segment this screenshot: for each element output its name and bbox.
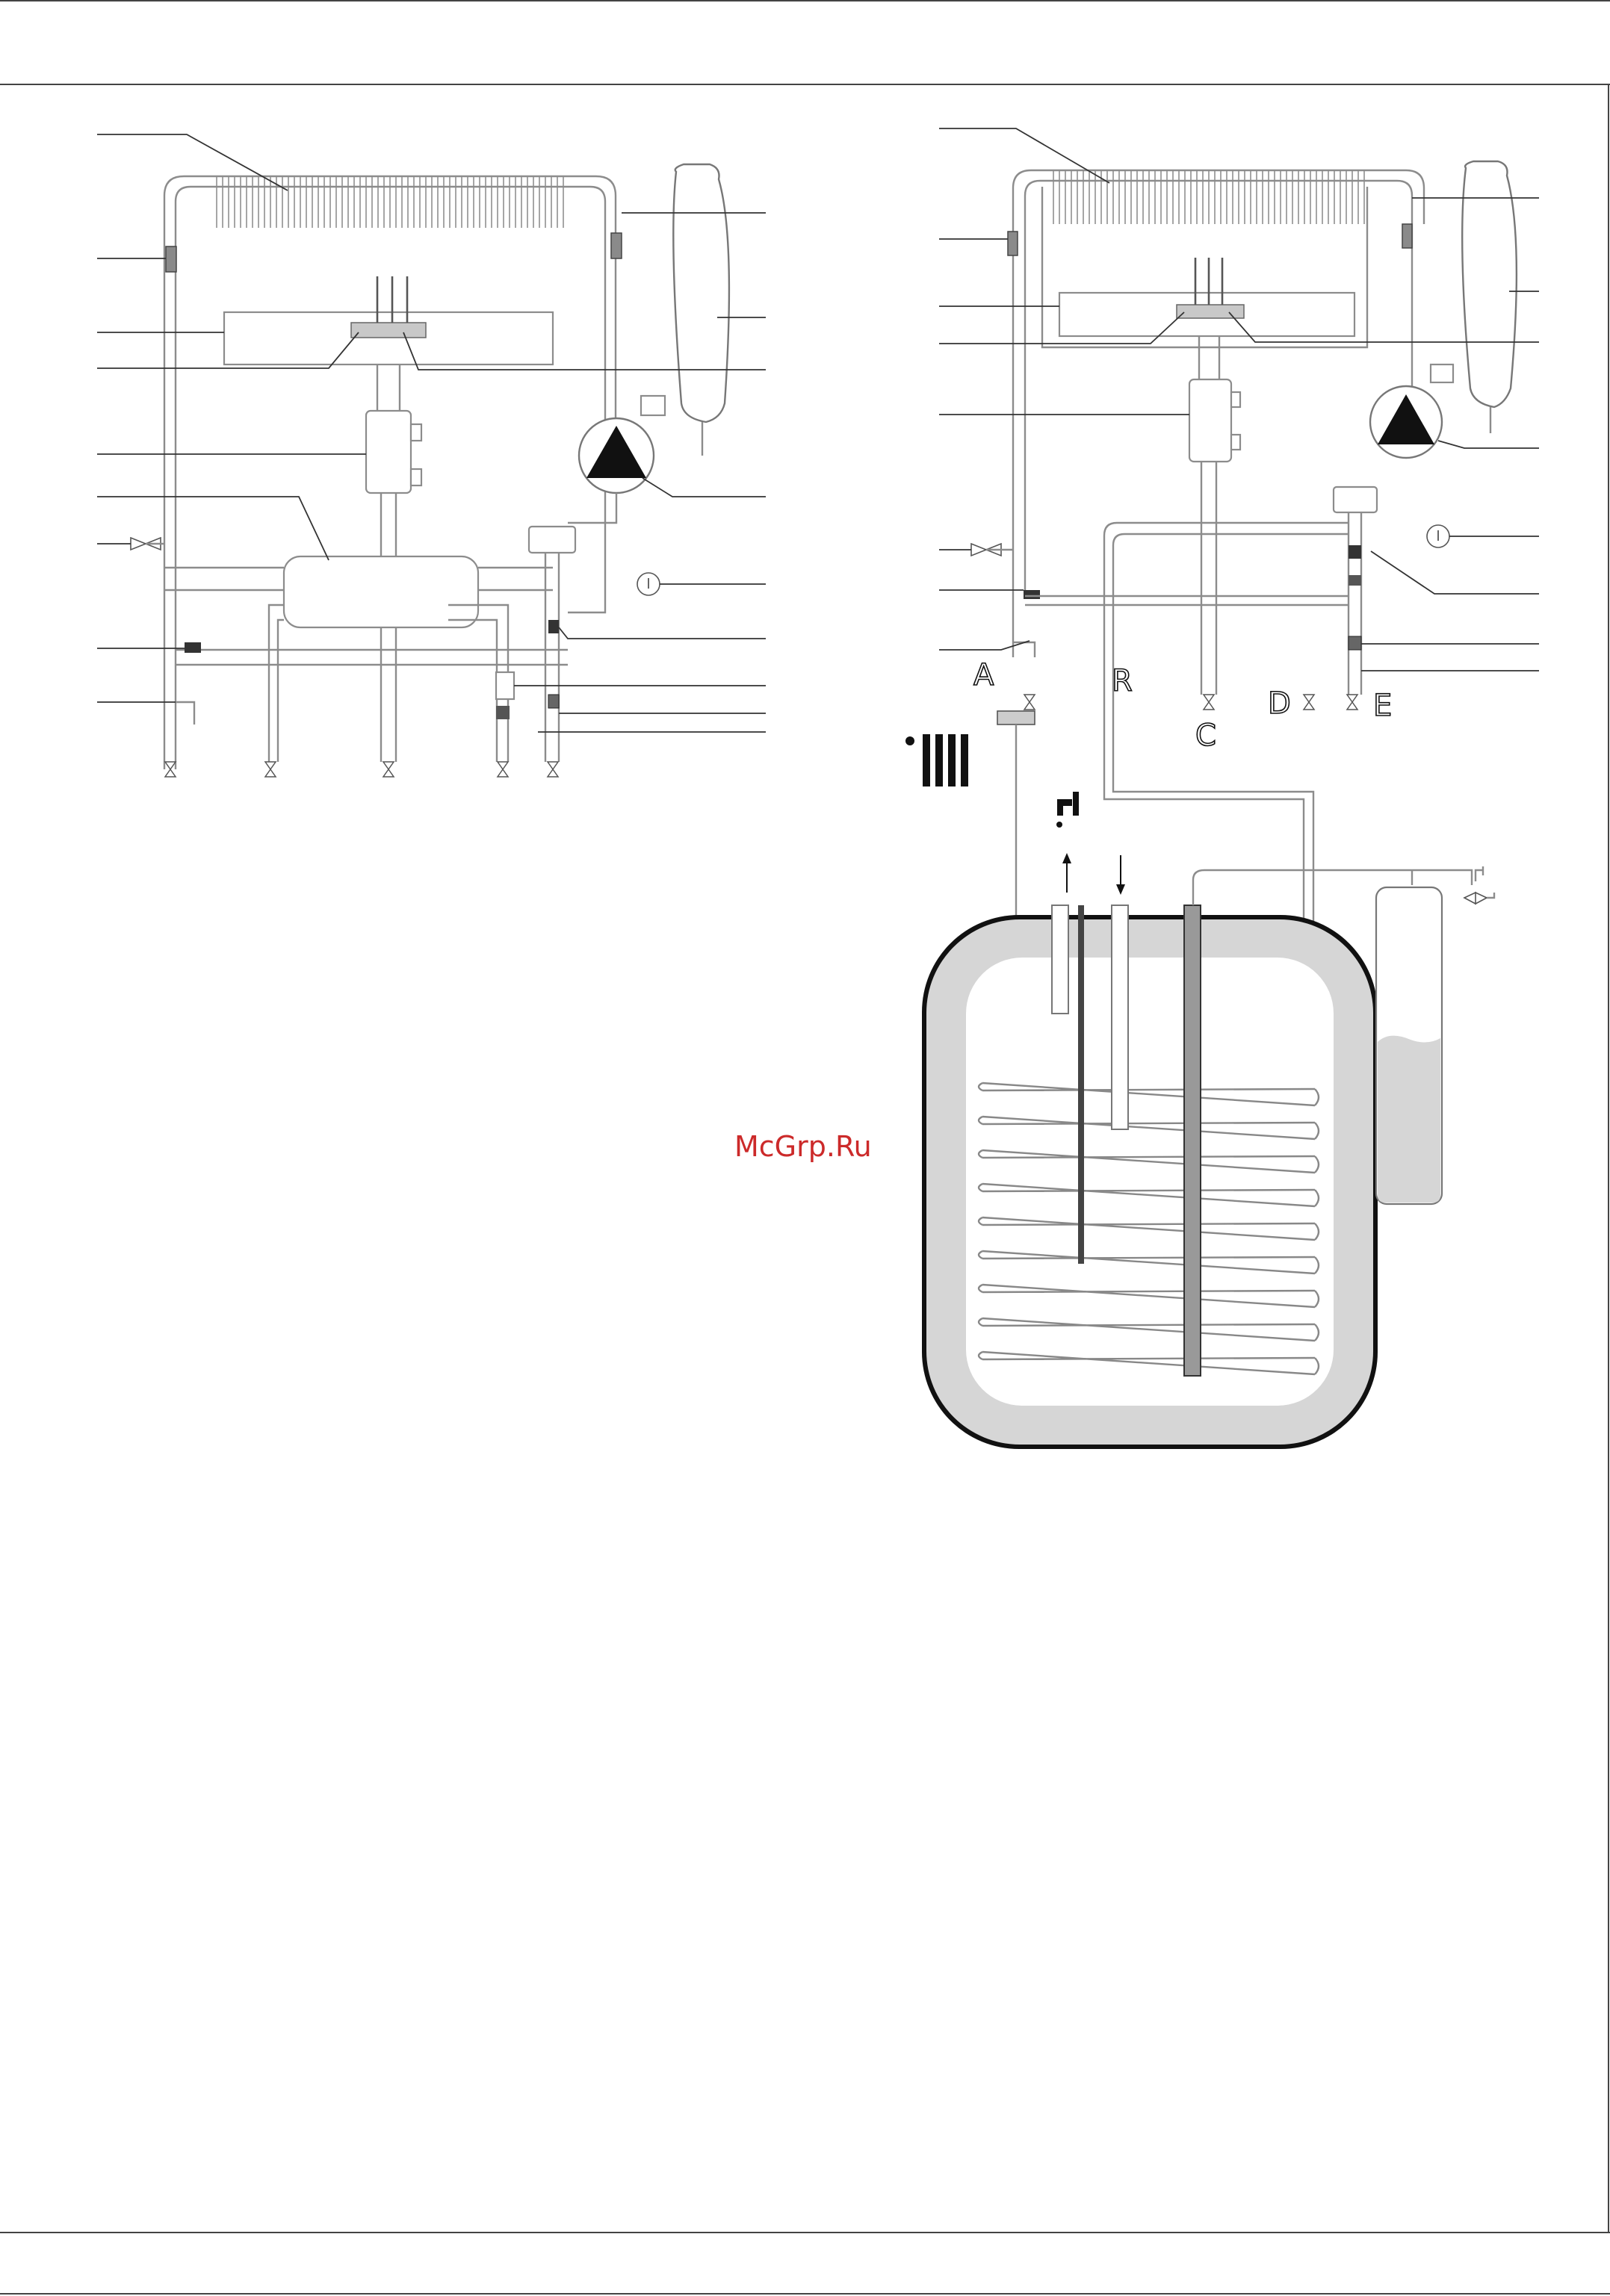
left-flow-sensor-pipes <box>545 553 559 762</box>
left-dhw-sensor <box>496 672 514 699</box>
left-gas-valve-coil-1 <box>411 424 421 441</box>
letter-e: E <box>1373 689 1393 723</box>
cold-feed-valve-icon <box>1464 893 1487 904</box>
left-gas-valve <box>366 411 411 493</box>
right-bypass-valve <box>1024 590 1040 599</box>
isolation-tap-icon <box>1024 695 1035 710</box>
right-air-vent <box>1431 364 1453 382</box>
isolation-tap-icon <box>265 762 276 777</box>
left-filter <box>548 620 559 633</box>
left-limiter <box>496 706 510 719</box>
left-air-vent <box>641 396 665 415</box>
right-bypass-pipes <box>1025 596 1349 605</box>
cold-feed-valve-pipes <box>1476 866 1494 898</box>
right-flow-pipes <box>1349 512 1361 695</box>
hot-water-cylinder <box>922 905 1378 1449</box>
right-flow-switch <box>1349 575 1361 586</box>
flow-arrows <box>1062 853 1125 895</box>
left-burner-chamber <box>224 312 553 364</box>
left-gas-valve-coil-2 <box>411 469 421 485</box>
right-temp-sensor-1 <box>1008 232 1018 255</box>
right-temp-sensor-2 <box>1402 224 1412 248</box>
left-drain-pipe <box>176 702 194 725</box>
isolation-tap-icon <box>498 762 508 777</box>
left-temp-sensor-2 <box>611 233 622 258</box>
cylinder-hot-outlet <box>1052 905 1068 1014</box>
cylinder-expansion-water <box>1378 1036 1440 1203</box>
right-boiler-diagram <box>905 128 1539 1449</box>
left-flow-switch <box>548 695 559 708</box>
isolation-tap-icon <box>1304 695 1314 710</box>
right-pressure-switch <box>1334 487 1377 512</box>
left-boiler-diagram <box>97 134 766 777</box>
isolation-tap-icon <box>1347 695 1357 710</box>
cylinder-dhw-probe <box>1078 905 1084 1264</box>
left-burner-manifold <box>351 323 426 338</box>
right-radiator-manifold <box>997 711 1035 725</box>
right-bottom-taps <box>1024 695 1357 710</box>
left-heat-exchanger-fins <box>217 176 563 228</box>
letter-d: D <box>1268 686 1291 721</box>
right-heat-exchanger-fins <box>1053 170 1364 224</box>
left-expansion-vessel-icon <box>673 164 729 422</box>
isolation-tap-icon <box>165 762 176 777</box>
letter-c: C <box>1195 719 1216 753</box>
left-cold-pipes <box>269 605 284 762</box>
cylinder-cold-inlet <box>1112 905 1128 1129</box>
isolation-tap-icon <box>383 762 394 777</box>
left-temp-sensor-1 <box>166 246 176 272</box>
left-pressure-switch <box>529 527 575 553</box>
watermark-text: McGrp.Ru <box>734 1130 872 1163</box>
right-burner-manifold <box>1177 305 1244 318</box>
letter-a: A <box>973 658 994 692</box>
right-diverter <box>1349 636 1361 650</box>
isolation-tap-icon <box>1204 695 1214 710</box>
right-gas-coil-1 <box>1231 392 1240 407</box>
tap-icon <box>1056 792 1079 828</box>
radiator-icon <box>905 734 968 786</box>
right-gas-coil-2 <box>1231 435 1240 450</box>
right-filter <box>1349 545 1361 559</box>
right-gas-valve <box>1189 379 1231 462</box>
isolation-tap-icon <box>548 762 558 777</box>
left-plate-heat-exchanger <box>284 556 478 627</box>
left-bottom-taps <box>165 762 558 777</box>
left-bypass-valve <box>185 642 201 653</box>
left-pump-outlet <box>568 493 616 523</box>
letter-r: R <box>1112 664 1133 698</box>
cylinder-anode <box>1184 905 1201 1376</box>
